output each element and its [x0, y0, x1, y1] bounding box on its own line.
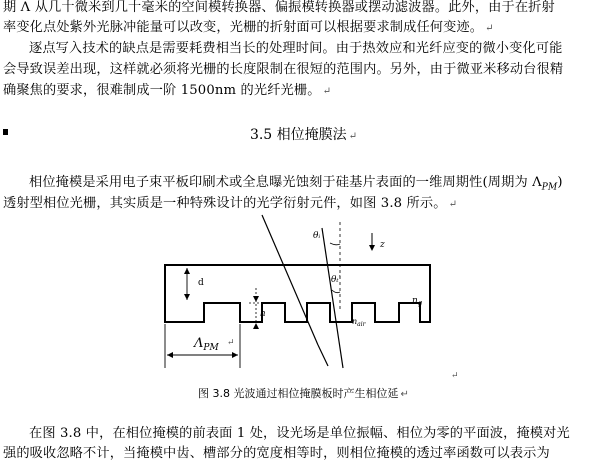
para4-line2: 强的吸收忽略不计，当掩模中齿、槽部分的宽度相等时，则相位掩模的透过率函数可以表示为: [3, 446, 550, 461]
para3-line1: 相位掩模是采用电子束平板印刷术或全息曝光蚀刻于硅基片表面的一维周期性(周期为 $\Lambda_{PM}$): [29, 175, 563, 193]
para1-line2: 率变化点处紫外光脉冲能量可以改变，光栅的折射面可以根据要求制成任何变迹。 ↵: [3, 20, 494, 35]
incident-beam-line: [262, 215, 321, 345]
para1-line1: 期 Λ 从几十微米到几十毫米的空间模转换器、偏振模转换器或摆动滤波器。此外，由于在折射: [3, 0, 555, 15]
h-label: h: [260, 309, 266, 319]
para4-line1: 在图 3.8 中，在相位掩模的前表面 1 处，设光场是单位振幅、相位为零的平面波，掩模对光: [29, 426, 570, 441]
paragraph-mark-icon: ↵: [485, 23, 494, 34]
para3-line2: 透射型相位光栅，其实质是一种特殊设计的光学衍射元件，如图 3.8 所示。 ↵: [3, 196, 458, 211]
paragraph-mark-icon: ↵: [322, 86, 332, 97]
refracted-beam-line: [318, 345, 328, 366]
theta-i-label: θᵢ: [313, 231, 321, 241]
nair-label: $n_{air}$: [352, 317, 366, 328]
theta-t-label: θₜ': [331, 275, 342, 285]
para2-line1: 逐点写入技术的缺点是需要耗费相当长的处理时间。由于热效应和光纤应变的微小变化可能: [29, 41, 563, 56]
paragraph-mark-icon: ↵: [451, 371, 459, 381]
paragraph-mark-icon: ↵: [448, 199, 458, 210]
para2-line2: 会导致误差出现，这样就必须将光栅的长度限制在很短的范围内。另外，由于微亚米移动台很精: [3, 62, 564, 77]
z-label: z: [380, 240, 385, 250]
ng-label: $n_g$: [412, 296, 423, 307]
d-label: d: [198, 278, 204, 288]
para2-line3: 确聚焦的要求，很难制成一阶 1500nm 的光纤光栅。 ↵: [3, 83, 332, 98]
paragraph-mark-icon: ↵: [400, 389, 409, 400]
section-heading: 3.5 相位掩膜法 ↵: [249, 127, 358, 143]
lambda-pm-label: $\Lambda_{PM}$: [194, 336, 219, 353]
paragraph-mark-icon: ↵: [348, 131, 358, 142]
phase-mask-profile: [165, 265, 430, 322]
z-axis-arrow-icon: [369, 245, 375, 251]
paragraph-mark-icon: ↵: [227, 338, 235, 348]
figure-caption: 图 3.8 光波通过相位掩膜板时产生相位延 ↵: [198, 387, 409, 400]
